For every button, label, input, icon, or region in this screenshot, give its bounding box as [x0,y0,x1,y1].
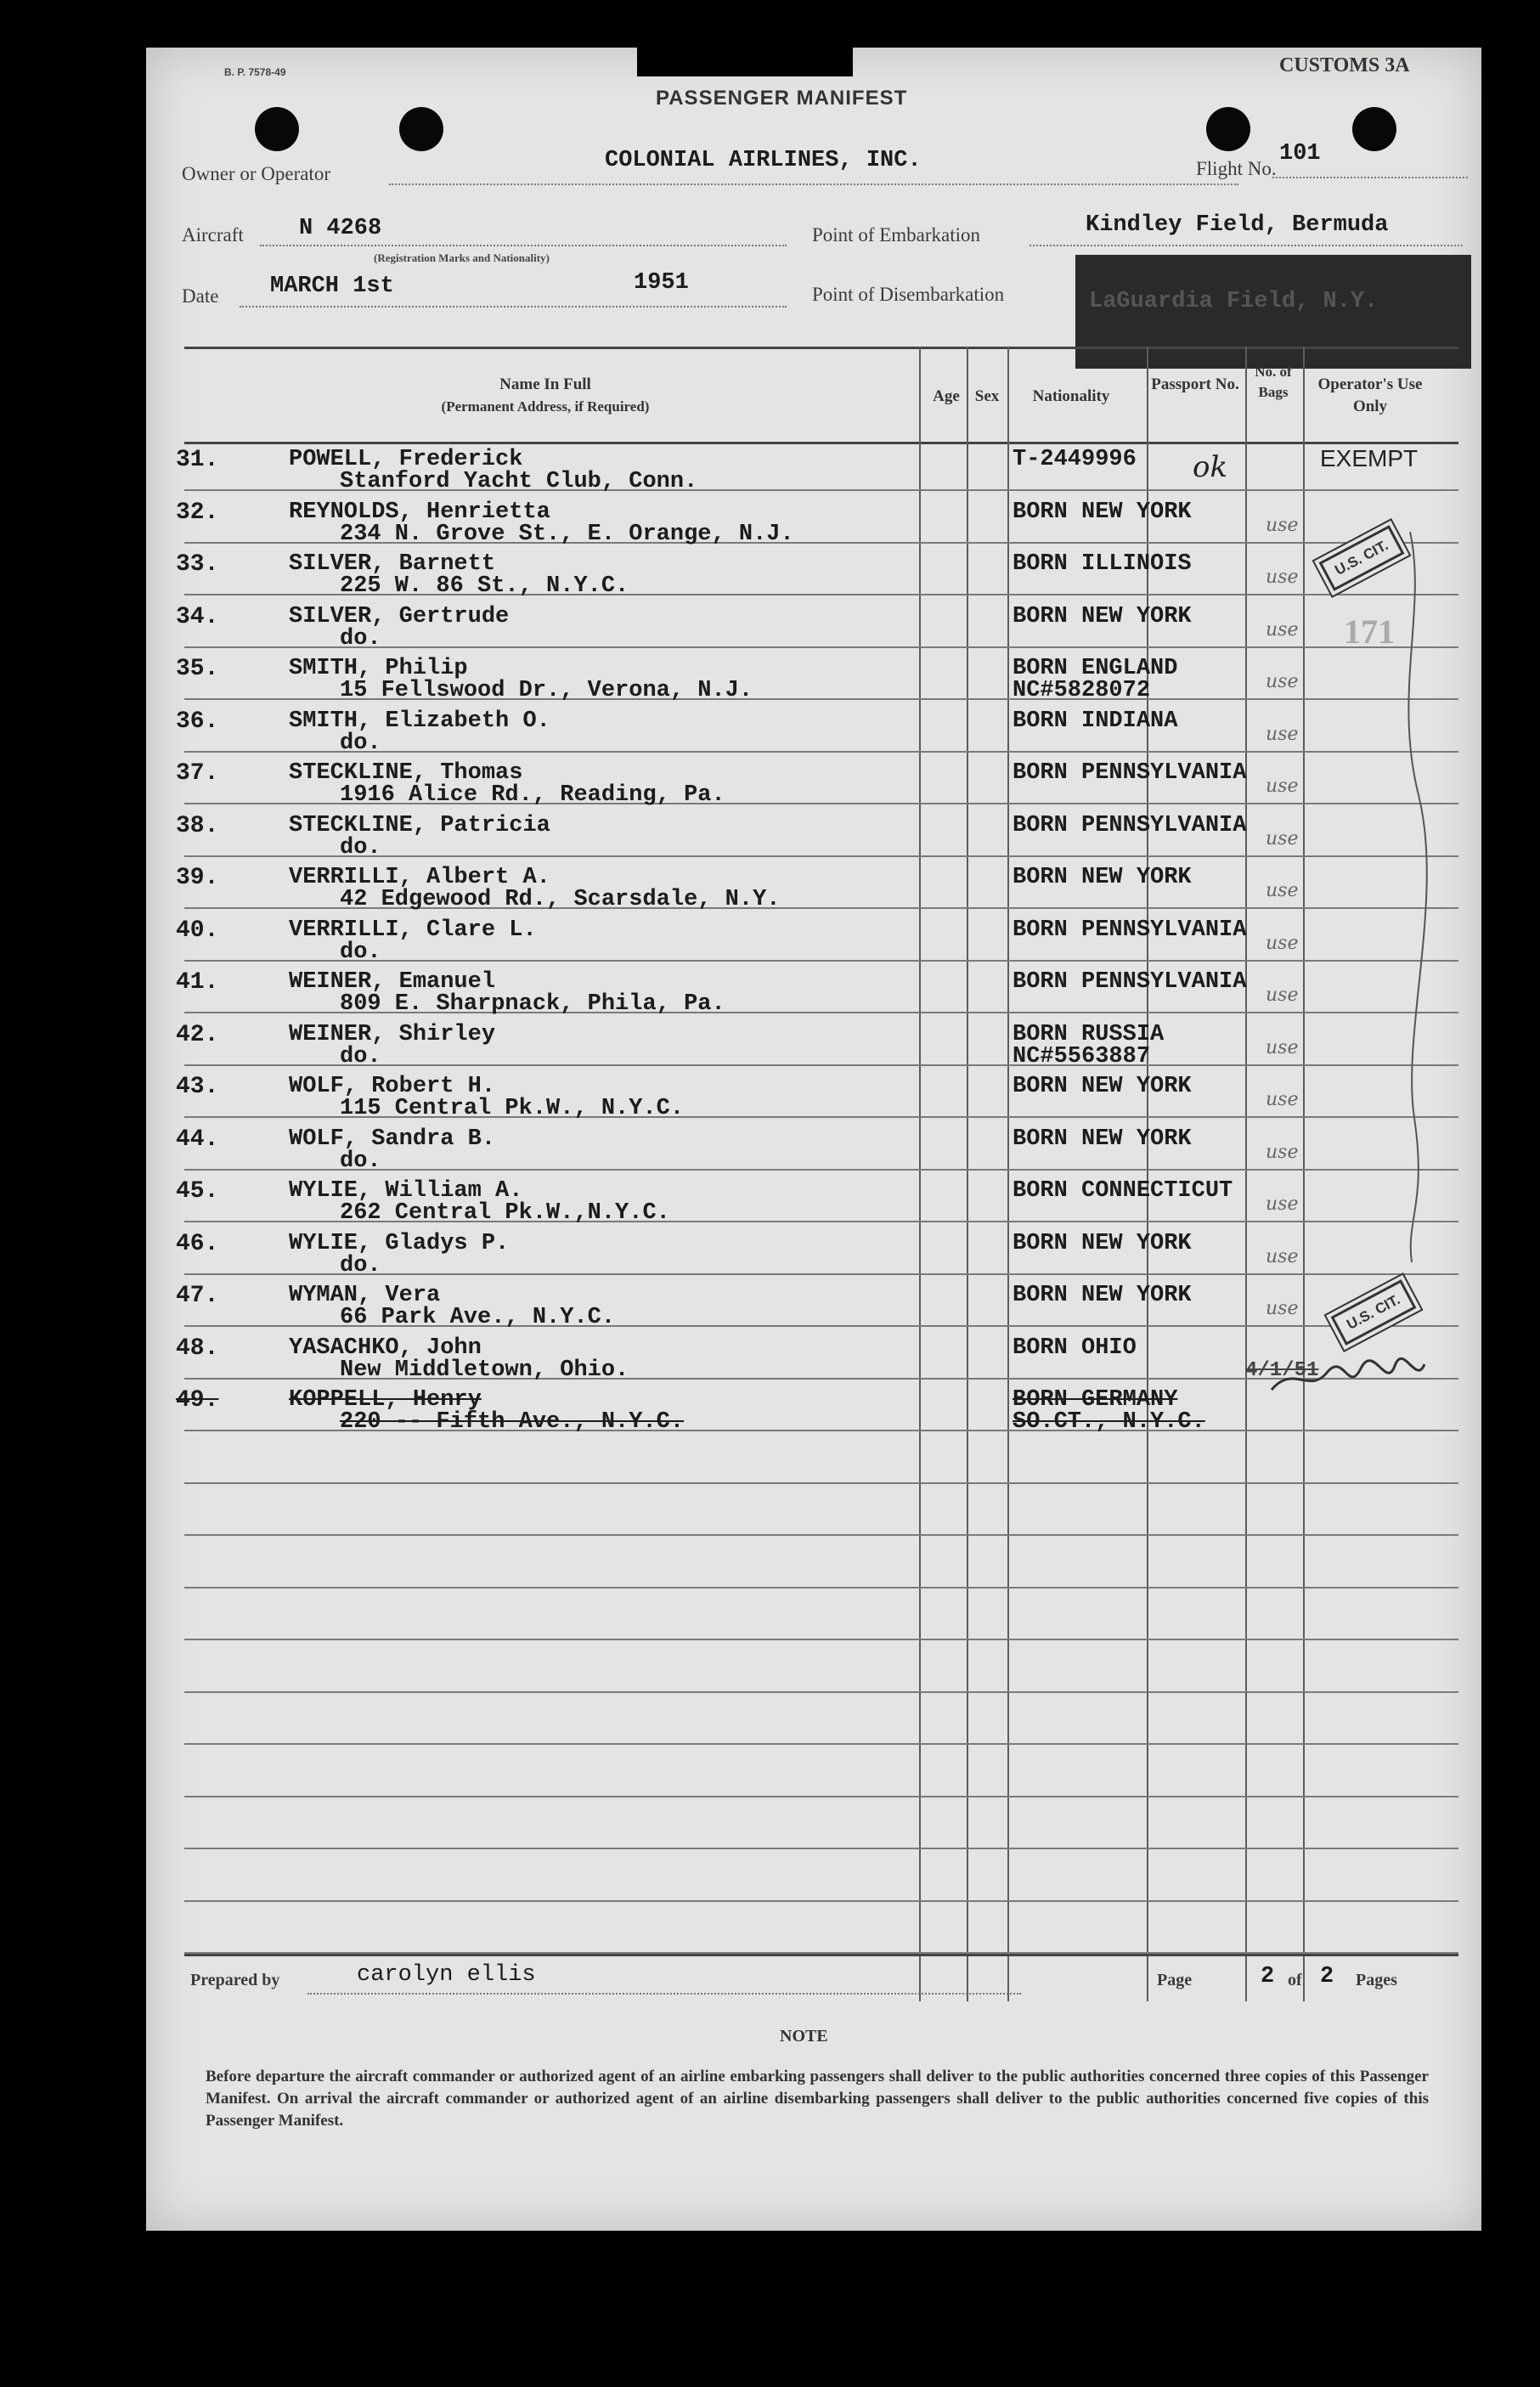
punch-hole [1206,107,1250,151]
passenger-address: 234 N. Grove St., E. Orange, N.J. [340,521,794,547]
passenger-address: 225 W. 86 St., N.Y.C. [340,573,629,599]
strike-date: 4/1/51 [1245,1359,1319,1382]
pages-label: Pages [1356,1971,1397,1989]
passenger-address: do. [340,834,381,861]
aircraft-sub: (Registration Marks and Nationality) [374,251,550,264]
passenger-name: SILVER, Gertrude [289,603,510,629]
passenger-nationality: BORN GERMANY [1013,1387,1178,1413]
passenger-name: WOLF, Robert H. [289,1074,496,1099]
table-row [146,656,1481,708]
ruling-line [184,1534,1458,1536]
ruling-line [184,1639,1458,1640]
ruling-line [184,1587,1458,1589]
row-number: 31. [176,447,219,473]
passenger-nationality: BORN NEW YORK [1013,1230,1192,1256]
passenger-address: do. [340,939,381,965]
punch-hole [1352,107,1396,151]
table-row [146,708,1481,761]
page-title: PASSENGER MANIFEST [656,87,908,110]
table-row [146,813,1481,866]
row-number: 48. [176,1335,219,1362]
col-passport: Passport No. [1151,375,1239,393]
passenger-address: 42 Edgewood Rd., Scarsdale, N.Y. [340,887,781,912]
passenger-nationality: BORN NEW YORK [1013,1283,1192,1308]
page-value: 2 [1261,1964,1275,1989]
operator-mark: use [1266,1036,1299,1058]
col-nationality: Nationality [1032,387,1110,405]
row-number: 41. [176,969,219,996]
ruling-line [184,1796,1458,1797]
passenger-address: 115 Central Pk.W., N.Y.C. [340,1096,685,1121]
col-age: Age [933,387,960,405]
passenger-name: VERRILLI, Clare L. [289,917,537,943]
exempt-mark: EXEMPT [1320,445,1419,471]
prepared-value: carolyn ellis [357,1962,536,1988]
row-number: 44. [176,1126,219,1153]
ruling-line [184,1743,1458,1745]
manifest-page [146,48,1481,2231]
passenger-nationality-extra: SO.CT., N.Y.C. [1013,1409,1205,1435]
passenger-name: YASACHKO, John [289,1335,482,1361]
customs-label: CUSTOMS 3A [1279,54,1410,76]
passenger-nationality: BORN NEW YORK [1013,1126,1192,1152]
operator-mark: use [1266,723,1299,745]
passenger-address: 809 E. Sharpnack, Phila, Pa. [340,991,725,1017]
passenger-address: do. [340,1043,381,1069]
row-number: 46. [176,1230,219,1257]
passenger-name: REYNOLDS, Henrietta [289,499,550,525]
passenger-nationality: T-2449996 [1013,447,1137,472]
passenger-name: POWELL, Frederick [289,447,523,472]
passenger-name: KOPPELL, Henry [289,1387,482,1413]
passenger-name: SMITH, Elizabeth O. [289,708,550,734]
passenger-name: STECKLINE, Patricia [289,812,550,838]
disembark-label: Point of Disembarkation [812,284,1005,305]
operator-mark: use [1266,618,1299,640]
passenger-address: do. [340,730,381,756]
owner-value: COLONIAL AIRLINES, INC. [605,148,922,173]
table-row [146,499,1481,552]
passenger-name: WEINER, Shirley [289,1021,496,1047]
col-operator: Operator's Use Only [1317,375,1423,415]
signature-scribble [1267,1356,1429,1398]
table-row [146,1178,1481,1231]
table-row [146,447,1481,499]
passenger-name: WOLF, Sandra B. [289,1126,496,1152]
operator-mark: use [1266,1089,1299,1110]
col-sex: Sex [974,387,1000,405]
passenger-nationality: BORN PENNSYLVANIA [1013,969,1247,995]
passenger-address: do. [340,625,381,652]
table-row [146,917,1481,970]
aircraft-value: N 4268 [299,216,382,241]
row-number: 32. [176,499,219,526]
embark-value: Kindley Field, Bermuda [1086,212,1389,238]
operator-mark: use [1266,827,1299,849]
row-number: 33. [176,551,219,578]
operator-mark: use [1266,880,1299,901]
note-text: Before departure the aircraft commander or authorized agent of an airline embarking passengers shall deliver to the public authorities concerned three copies of this Passenger Manifest. On arrival the aircraft commander or authorized agent of an airline disembarking passengers shall deliver to the public authorities concerned five copies of this Passenger Manifest. [206,2068,1429,2130]
passenger-name: WYLIE, Gladys P. [289,1230,510,1256]
row-number: 36. [176,708,219,735]
passenger-name: WYMAN, Vera [289,1283,441,1308]
punch-hole [399,107,443,151]
prepared-label: Prepared by [190,1971,280,1989]
passenger-nationality: BORN PENNSYLVANIA [1013,812,1247,838]
date-value: MARCH 1st [270,274,394,299]
operator-mark: use [1266,671,1299,692]
passenger-address: 262 Central Pk.W.,N.Y.C. [340,1200,670,1226]
bracket-line [1376,523,1444,1271]
row-number: 40. [176,917,219,944]
passenger-address: do. [340,1148,381,1174]
flight-label: Flight No. [1196,158,1277,179]
passenger-nationality: BORN RUSSIA [1013,1021,1165,1047]
row-number: 39. [176,865,219,891]
form-number: B. P. 7578-49 [224,66,286,78]
ruling-line [184,1848,1458,1849]
ruling-line [184,1691,1458,1693]
passenger-address: New Middletown, Ohio. [340,1357,629,1383]
top-tab-cutout [637,48,853,76]
owner-label: Owner or Operator [182,163,330,184]
pages-value: 2 [1320,1964,1334,1989]
passenger-address: 1916 Alice Rd., Reading, Pa. [340,782,725,808]
row-number: 47. [176,1283,219,1309]
operator-mark: ok [1193,450,1228,484]
table-row [146,1022,1481,1075]
table-row [146,604,1481,657]
page-label: Page [1157,1971,1193,1989]
table-row [146,1126,1481,1179]
passenger-name: WYLIE, William A. [289,1178,523,1204]
us-cit-stamp: U.S. CIT. [1319,525,1405,591]
operator-mark: use [1266,1141,1299,1163]
passenger-nationality: BORN PENNSYLVANIA [1013,760,1247,786]
table-row [146,1283,1481,1335]
passenger-nationality: BORN NEW YORK [1013,603,1192,629]
row-number: 49. [176,1387,219,1414]
passenger-nationality-extra: NC#5563887 [1013,1043,1151,1069]
table-row [146,1074,1481,1126]
table-row [146,865,1481,917]
operator-mark: use [1266,1245,1299,1267]
ink-stamp [1075,255,1471,369]
punch-hole [255,107,299,151]
row-number: 45. [176,1178,219,1205]
passenger-name: SMITH, Philip [289,656,468,681]
table-row [146,1231,1481,1284]
passenger-address: 66 Park Ave., N.Y.C. [340,1305,616,1330]
table-row [146,551,1481,604]
passenger-name: SILVER, Barnett [289,551,496,577]
embark-label: Point of Embarkation [812,224,981,245]
operator-mark: use [1266,1194,1299,1215]
aircraft-label: Aircraft [182,224,244,245]
col-bags: No. of Bags [1255,364,1292,400]
passenger-nationality: BORN NEW YORK [1013,1074,1192,1099]
passenger-name: VERRILLI, Albert A. [289,865,550,890]
passenger-address: Stanford Yacht Club, Conn. [340,469,698,494]
passenger-nationality: BORN ILLINOIS [1013,551,1192,577]
passenger-address: do. [340,1252,381,1278]
passenger-nationality: BORN INDIANA [1013,708,1178,734]
operator-mark: use [1266,932,1299,954]
row-number: 42. [176,1021,219,1048]
passenger-nationality: BORN NEW YORK [1013,865,1192,890]
table-row [146,969,1481,1022]
passenger-nationality: BORN OHIO [1013,1335,1137,1361]
col-name: Name In Full (Permanent Address, if Required) [441,375,650,415]
passenger-nationality: BORN ENGLAND [1013,656,1178,681]
passenger-nationality: BORN CONNECTICUT [1013,1178,1233,1204]
passenger-nationality: BORN NEW YORK [1013,499,1192,525]
disembark-value: LaGuardia Field, N.Y. [1089,289,1379,314]
row-number: 34. [176,603,219,630]
date-label: Date [182,285,219,307]
row-number: 37. [176,760,219,787]
passenger-name: STECKLINE, Thomas [289,760,523,786]
operator-mark: use [1266,567,1299,588]
ruling-line [184,1482,1458,1484]
passenger-nationality-extra: NC#5828072 [1013,678,1151,703]
of-label: of [1288,1971,1302,1989]
us-cit-stamp-2: U.S. CIT. [1331,1279,1417,1346]
operator-mark: use [1266,776,1299,797]
flight-value: 101 [1279,141,1321,166]
row-number: 38. [176,812,219,839]
table-row [146,760,1481,813]
passenger-name: WEINER, Emanuel [289,969,496,995]
note-title: NOTE [780,2027,828,2046]
row-number: 35. [176,656,219,682]
ruling-line [184,1900,1458,1902]
passenger-address: 220 -- Fifth Ave., N.Y.C. [340,1409,685,1435]
passenger-nationality: BORN PENNSYLVANIA [1013,917,1247,943]
operator-mark: use [1266,985,1299,1006]
stamp-number: 171 [1344,612,1395,651]
passenger-address: 15 Fellswood Dr., Verona, N.J. [340,678,753,703]
operator-mark: use [1266,1298,1299,1319]
operator-mark: use [1266,514,1299,536]
row-number: 43. [176,1074,219,1100]
date-year: 1951 [634,270,689,296]
